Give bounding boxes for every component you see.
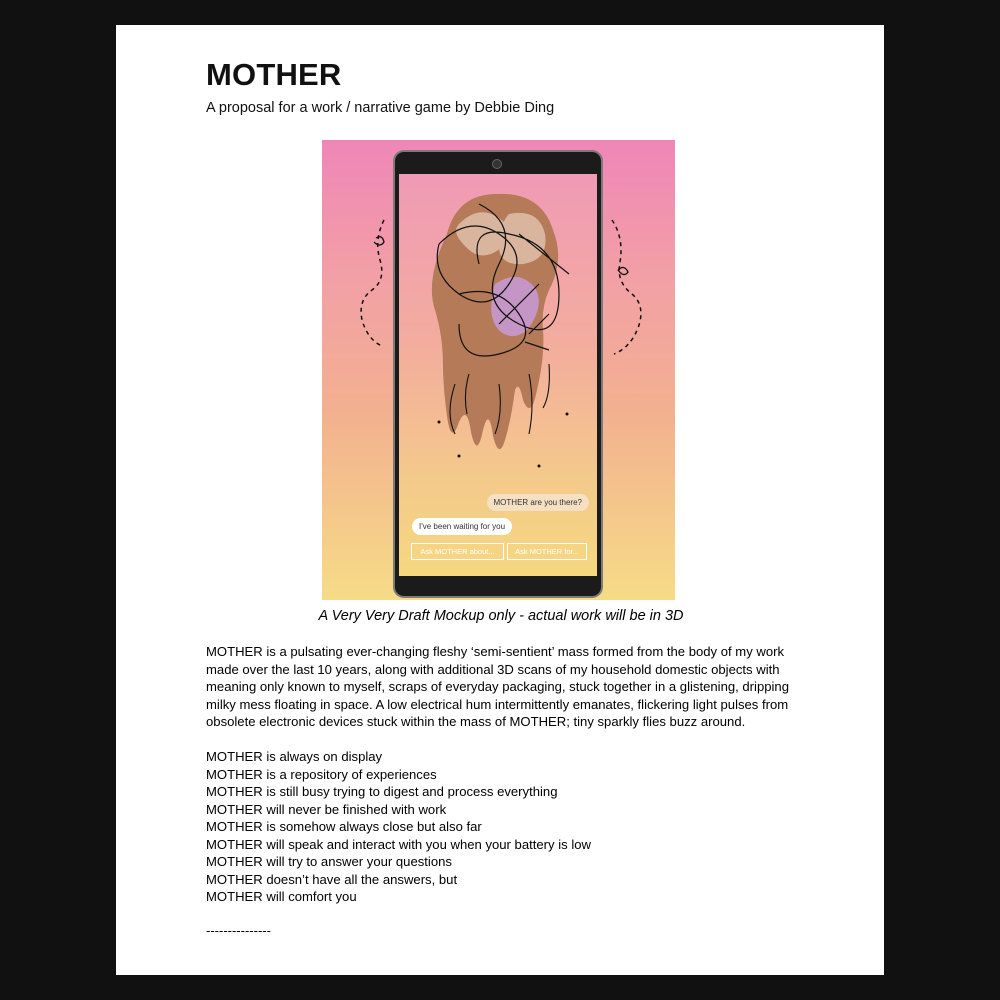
page-title: MOTHER [206, 57, 342, 92]
list-item: MOTHER is still busy trying to digest and process everything [206, 784, 558, 799]
list-item: MOTHER will speak and interact with you when your battery is low [206, 836, 591, 852]
list-item: MOTHER will try to answer your questions [206, 854, 452, 869]
chat-bubble-user: MOTHER are you there? [487, 494, 589, 511]
camera-icon [493, 160, 501, 168]
phone-screen [399, 174, 597, 576]
page-subtitle: A proposal for a work / narrative game by Debbie Ding [206, 100, 555, 116]
ask-mother-for-button[interactable]: Ask MOTHER for... [507, 543, 587, 560]
statement-list [206, 748, 591, 906]
list-item: MOTHER is always on display [206, 749, 383, 764]
list-item: MOTHER will comfort you [206, 889, 357, 904]
list-item: MOTHER will never be finished with work [206, 801, 447, 817]
list-item: MOTHER doesn’t have all the answers, but [206, 871, 458, 887]
chat-bubble-mother: I've been waiting for you [412, 518, 512, 535]
description-paragraph: MOTHER is a pulsating ever-changing fleshy ‘semi-sentient’ mass formed from the body of my work made over the last 10 years, along with additional 3D scans of my household domestic objects with meaning only known to myself, scraps of everyday packaging, stuck together in a glistening, dripping milky mess floating in space. A low electrical hum intermittently emanates, flickering light pulses from obsolete electronic devices stuck within the mass of MOTHER; tiny sparkly flies buzz around. [206, 644, 789, 729]
ask-mother-about-button[interactable]: Ask MOTHER about... [411, 543, 504, 560]
list-item: MOTHER is a repository of experiences [206, 766, 437, 782]
section-divider: --------------- [206, 923, 271, 938]
list-item: MOTHER is somehow always close but also far [206, 819, 482, 834]
phone-mockup [395, 152, 601, 596]
figure-caption: A Very Very Draft Mockup only - actual work will be in 3D [318, 608, 684, 624]
mother-blob-illustration [399, 174, 597, 484]
mockup-figure [322, 140, 675, 600]
document-page [116, 25, 884, 975]
